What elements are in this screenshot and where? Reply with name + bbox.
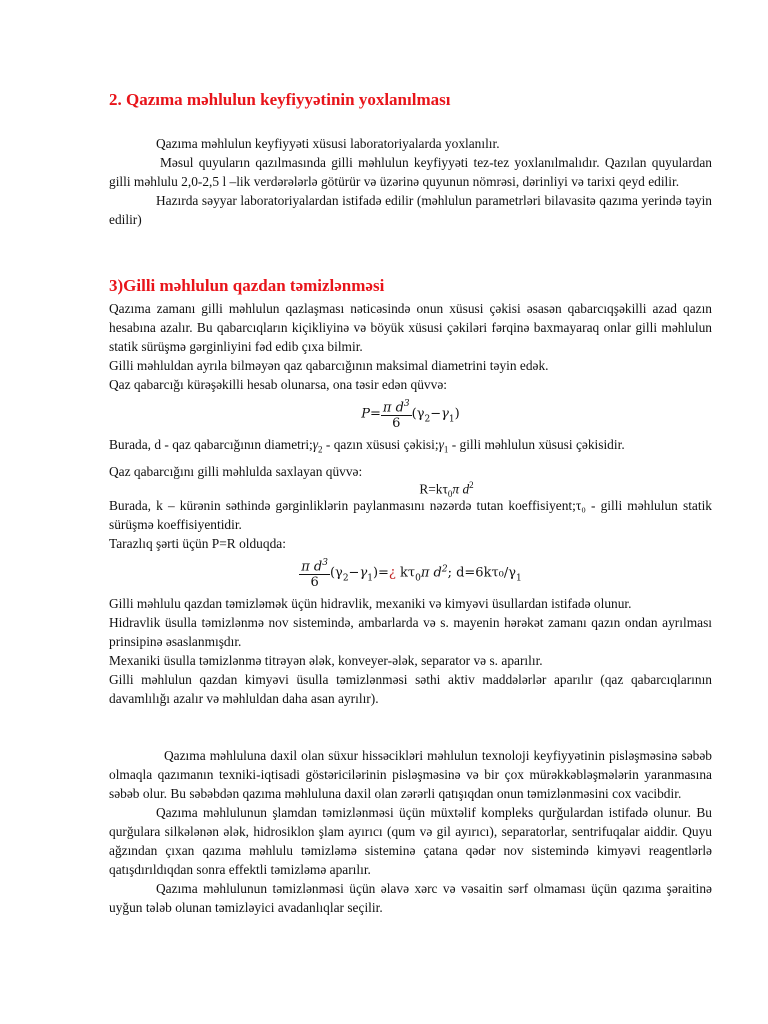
paragraph: Gilli məhlulun qazdan kimyəvi üsulla təmizlənməsi səthi aktiv maddələrlər aparılır (qaz qabarcıqlarının davamlılığı azalır və məhluldan daha asan ayrılır). (109, 672, 712, 706)
section-3-intro (109, 299, 712, 394)
formula-force-r: $R=k\tau_0\pi$ $d^2$ (419, 480, 474, 500)
formula-force-p: P= $\frac{\pi d^3}{6}$ $(\gamma_2-\gamma_1)$ (361, 399, 460, 432)
paragraph: Mexaniki üsulla təmizlənmə titrəyən ələk, konveyer-ələk, separator və s. aparılır. (109, 653, 543, 668)
paragraph: Məsul quyuların qazılmasında gilli məhlulun keyfiyyəti tez-tez yoxlanılmalıdır. Qazılan quyulardan gilli məhlulu 2,0-2,5 l –lik verdərələrlə götürür və üzərinə quyunun nömrəsi, dərinliyi və tarixi qeyd edilir. (109, 155, 712, 189)
section-3-cleaning (109, 746, 712, 917)
section-3-definitions (109, 435, 712, 481)
paragraph: Gilli məhlulu qazdan təmizləmək üçün hidravlik, mexaniki və kimyəvi üsullardan istifadə olunur. (109, 596, 632, 611)
section-2-title: 2. Qazıma məhlulun keyfiyyətinin yoxlanılması (109, 90, 451, 109)
paragraph: Qazıma zamanı gilli məhlulun qazlaşması nəticəsində onun xüsusi çəkisi əsasən qabarcıqşəkilli azad qazın hesabına azalır. Bu qabarcıqların kiçikliyinə və böyük xüsusi çəkiləri fərqinə baxmayaraq onlar gilli məhlulun statik sürüşmə gərginliyini fəd edib çıxa bilmir. (109, 301, 712, 354)
paragraph: Tarazlıq şərti üçün P=R olduqda: (109, 536, 286, 551)
section-3-methods (109, 594, 712, 708)
section-3-title: 3)Gilli məhlulun qazdan təmizlənməsi (109, 276, 385, 295)
paragraph: Hazırda səyyar laboratoriyalardan istifadə edilir (məhlulun parametrləri bilavasitə qazıma yerində təyin edilir) (109, 193, 712, 227)
paragraph: Qazıma məhlulunun şlamdan təmizlənməsi üçün müxtəlif kompleks qurğulardan istifadə olunur. Bu qurğulara silkələnən ələk, hidrosiklon şlam ayırıcı (qum və gil ayırıcı), separatorlar, sentrifuqalar aiddir. Quyu ağzından çıxan qazıma məhlulu təmizləmə sisteminə çatana qədər nov sistemində kimyəvi reagentlərlə qatışdırıldıqdan sonra effektli təmizləmə aparılır. (109, 805, 712, 877)
paragraph: Gilli məhluldan ayrıla bilməyən qaz qabarcığının maksimal diametrini təyin edək. (109, 358, 549, 373)
section-3-coefficients (109, 496, 712, 553)
paragraph: Burada, k – kürənin səthində gərginliklərin paylanmasını nəzərdə tutan koeffisiyent;τ₀ - gilli məhlulun statik sürüşmə koeffisiyentidir. (109, 498, 712, 532)
paragraph: Qazıma məhlulunun təmizlənməsi üçün əlavə xərc və vəsaitin sərf olmaması üçün qazıma şəraitinə uyğun tələb olunan təmizləyici avadanlıqlar seçilir. (109, 881, 712, 915)
paragraph: Qaz qabarcığı kürəşəkilli hesab olunarsa, ona təsir edən qüvvə: (109, 377, 447, 392)
section-2-body (109, 134, 712, 229)
paragraph: Qazıma məhlulun keyfiyyəti xüsusi laboratoriyalarda yoxlanılır. (156, 136, 500, 151)
paragraph: Burada, d - qaz qabarcığının $diametri;\gamma_2$ - qazın xüsusi $çəkisi;\gamma_1$ - gilli məhlulun xüsusi çəkisidir. (109, 437, 625, 455)
formula-equilibrium: $\frac{\pi d^3}{6}$ $(\gamma_2-\gamma_1)=¿$ $k\tau_0\pi$ $d^2$; $d=6k\tau_0/\gamma_1$ (301, 558, 522, 591)
paragraph: Qazıma məhluluna daxil olan süxur hissəcikləri məhlulun texnoloji keyfiyyətinin pisləşməsinə səbəb olmaqla qazımanın texniki-iqtisadi göstəricilərinin pisləşməsinə və bir çox mürəkkəbləşmələrin yaranmasına səbəb olur. Bu səbəbdən qazıma məhluluna daxil olan zərərli qatışıqdan onun təmizlənməsini cox vacibdir. (109, 748, 712, 801)
paragraph: Hidravlik üsulla təmizlənmə nov sistemində, ambarlarda və s. mayenin hərəkət zamanı qazın ondan ayrılması prinsipinə əsaslanmışdır. (109, 615, 712, 649)
paragraph: Qaz qabarcığını gilli məhlulda saxlayan qüvvə: (109, 463, 363, 479)
